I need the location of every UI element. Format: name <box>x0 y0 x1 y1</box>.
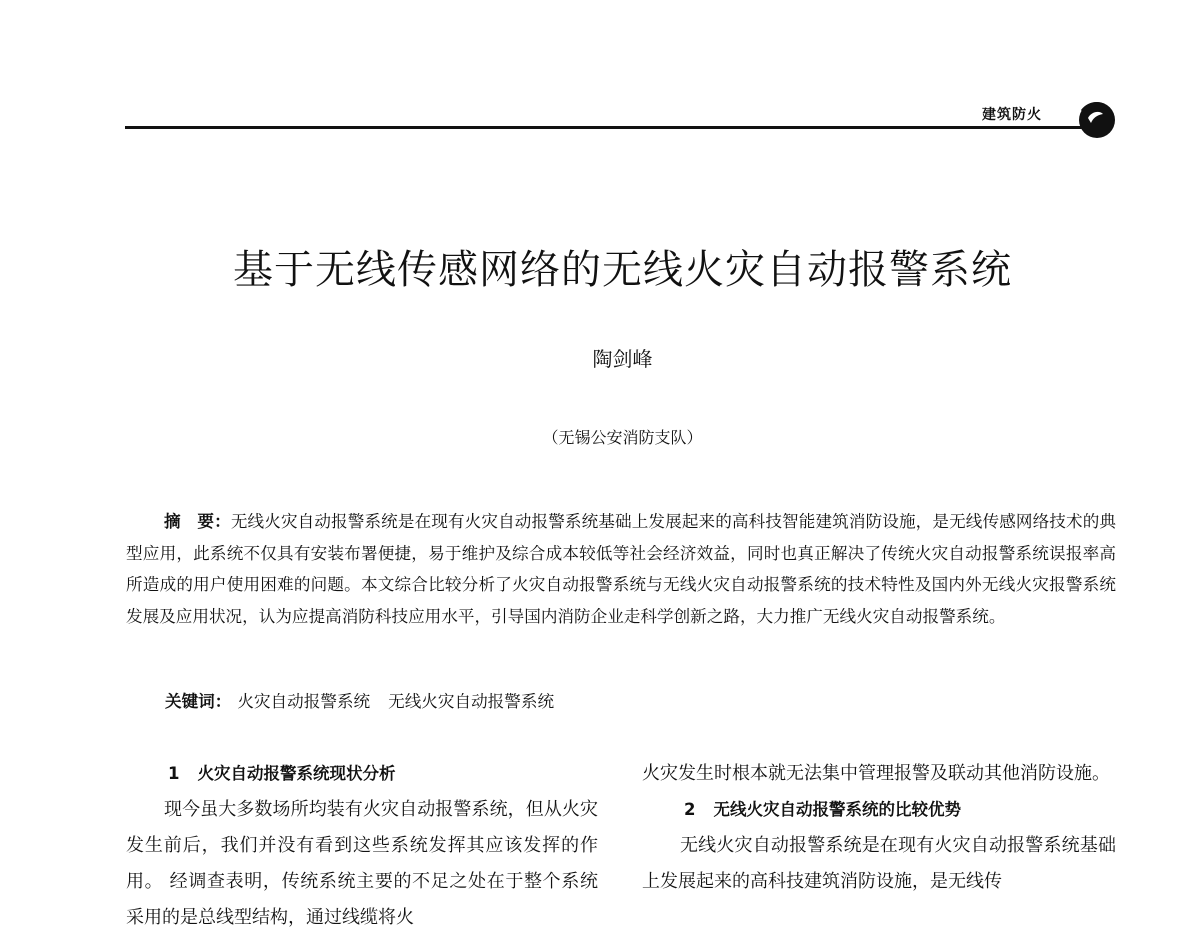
keywords-label: 关键词： <box>165 692 232 711</box>
section-heading <box>126 756 598 792</box>
section-tag: 建筑防火 <box>982 107 1042 123</box>
fire-emblem-icon <box>1073 96 1117 140</box>
section-title: 无线火灾自动报警系统的比较优势 <box>713 800 961 819</box>
body-paragraph: 无线火灾自动报警系统是在现有火灾自动报警系统基础上发展起来的高科技建筑消防设施，是无线传 <box>642 835 1116 892</box>
body-column-left <box>126 756 598 936</box>
body-column-right <box>642 756 1116 900</box>
keyword-item: 无线火灾自动报警系统 <box>388 692 555 711</box>
header-rule <box>125 126 1083 129</box>
body-paragraph-continuation: 火灾发生时根本就无法集中管理报警及联动其他消防设施。 <box>642 763 1110 784</box>
section-heading <box>642 792 1116 828</box>
body-paragraph: 现今虽大多数场所均装有火灾自动报警系统，但从火灾发生前后，我们并没有看到这些系统发挥其应该发挥的作用。 经调查表明，传统系统主要的不足之处在于整个系统采用的是总线型结构，通过线缆将火 <box>126 799 598 928</box>
keywords <box>165 690 1115 714</box>
author-affiliation: （无锡公安消防支队） <box>542 428 703 447</box>
section-title: 火灾自动报警系统现状分析 <box>197 764 396 783</box>
abstract <box>126 506 1116 632</box>
paper-title: 基于无线传感网络的无线火灾自动报警系统 <box>233 247 1012 293</box>
author-name: 陶剑峰 <box>592 347 653 371</box>
section-number: 1 <box>168 764 180 783</box>
abstract-text: 无线火灾自动报警系统是在现有火灾自动报警系统基础上发展起来的高科技智能建筑消防设施，是无线传感网络技术的典型应用，此系统不仅具有安装布署便捷，易于维护及综合成本较低等社会经济效益，同时也真正解决了传统火灾自动报警系统误报率高所造成的用户使用困难的问题。本文综合比较分析了火灾自动报警系统与无线火灾自动报警系统的技术特性及国内外无线火灾报警系统发展及应用状况，认为应提高消防科技应用水平，引导国内消防企业走科学创新之路，大力推广无线火灾自动报警系统。 <box>126 512 1117 626</box>
section-number: 2 <box>684 800 696 819</box>
keyword-item: 火灾自动报警系统 <box>237 692 371 711</box>
abstract-label: 摘 要： <box>164 511 231 531</box>
